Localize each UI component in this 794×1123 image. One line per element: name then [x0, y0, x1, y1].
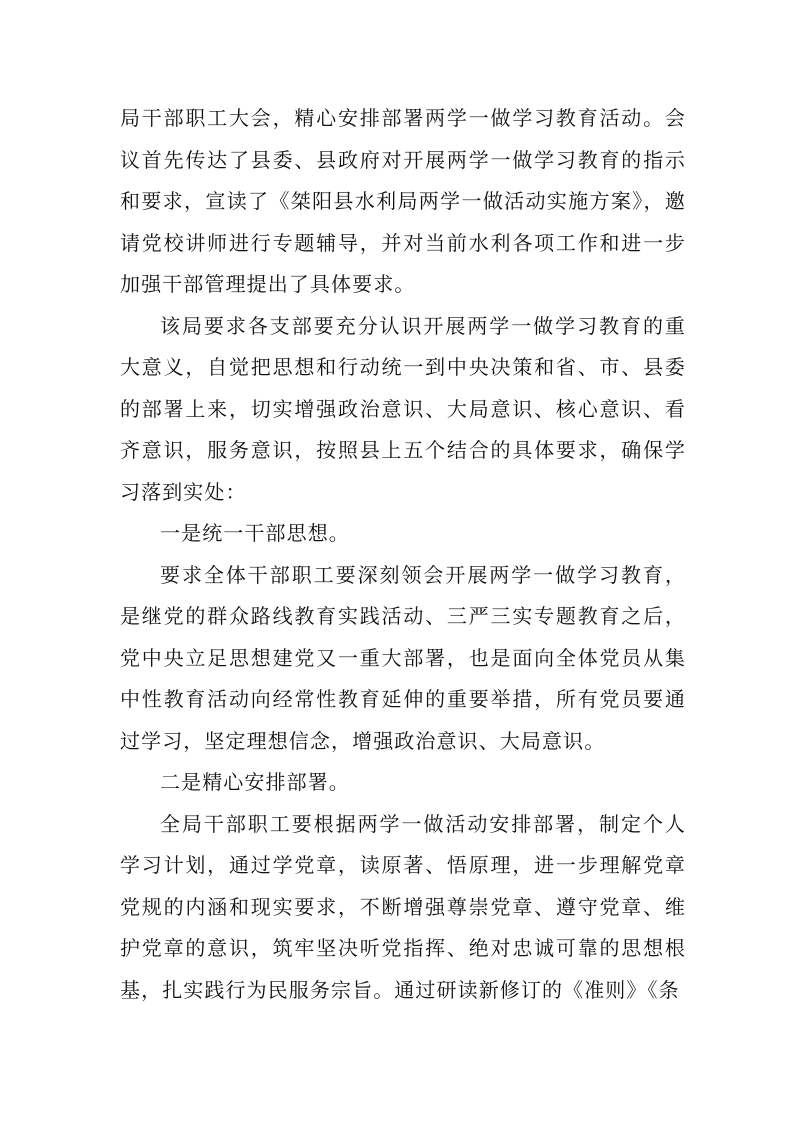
paragraph-1: 局干部职工大会，精心安排部署两学一做学习教育活动。会议首先传达了县委、县政府对开展两学一做学习教育的指示和要求，宣读了《桀阳县水利局两学一做活动实施方案》，邀请党校讲师进行专题辅导，并对当前水利各项工作和进一步加强干部管理提出了具体要求。 [120, 106, 686, 296]
paragraph-4: 要求全体干部职工要深刻领会开展两学一做学习教育，是继党的群众路线教育实践活动、三严三实专题教育之后，党中央立足思想建党又一重大部署，也是面向全体党员从集中性教育活动向经常性教育延伸的重要举措，所有党员要通过学习，坚定理想信念，增强政治意识、大局意识。 [120, 562, 686, 753]
paragraph-3-heading: 一是统一干部思想。 [160, 521, 350, 545]
paragraph-5-heading: 二是精心安排部署。 [160, 770, 350, 794]
document-body [120, 98, 686, 1011]
paragraph-2: 该局要求各支部要充分认识开展两学一做学习教育的重大意义，自觉把思想和行动统一到中央决策和省、市、县委的部署上来，切实增强政治意识、大局意识、核心意识、看齐意识，服务意识，按照县上五个结合的具体要求，确保学习落到实处： [120, 313, 686, 504]
paragraph-6: 全局干部职工要根据两学一做活动安排部署，制定个人学习计划，通过学党章，读原著、悟原理，进一步理解党章党规的内涵和现实要求，不断增强尊崇党章、遵守党章、维护党章的意识，筑牢坚决听党指挥、绝对忠诚可靠的思想根基，扎实践行为民服务宗旨。通过研读新修订的《准则》《条 [120, 811, 686, 1002]
